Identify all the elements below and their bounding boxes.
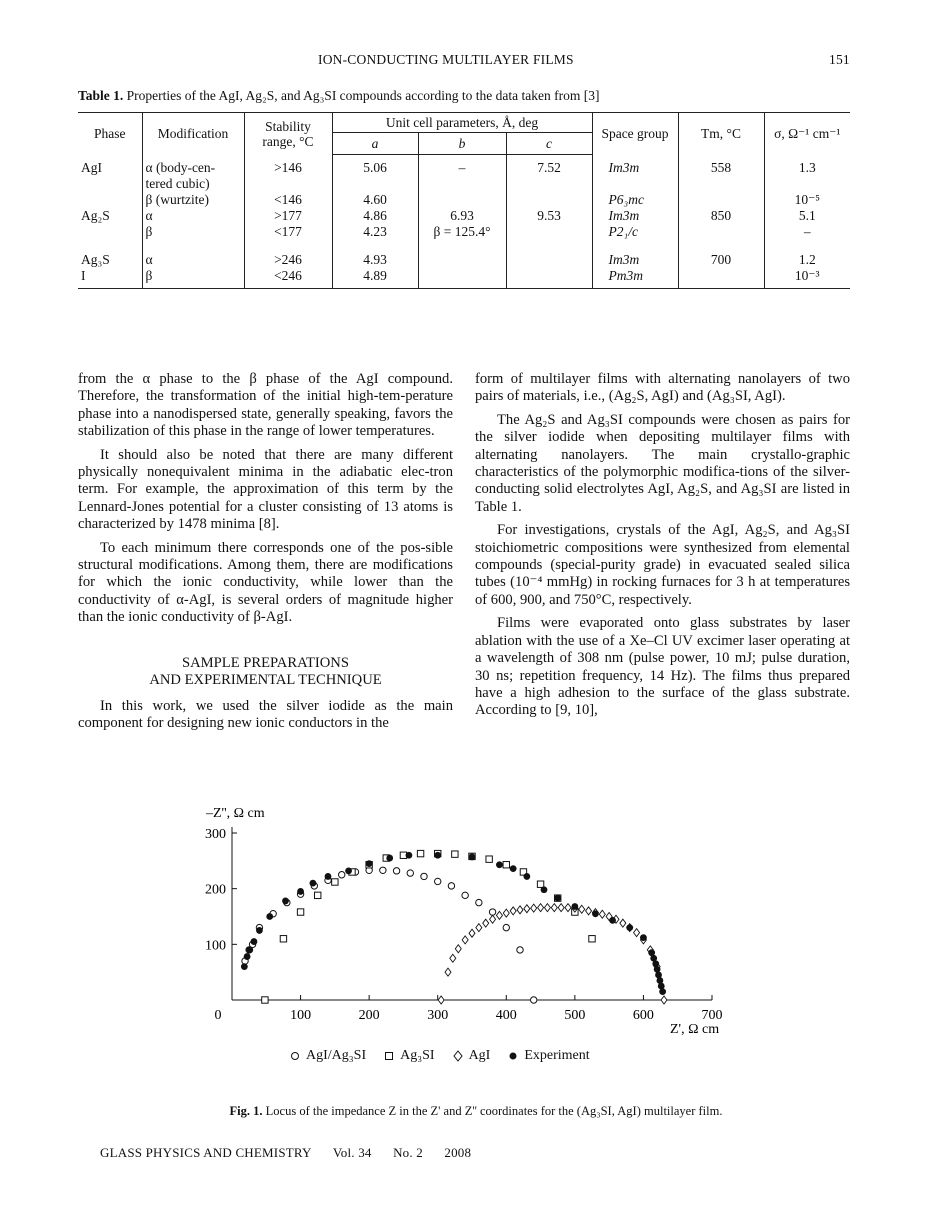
data-point-experiment bbox=[345, 867, 352, 874]
x-tick-label: 600 bbox=[632, 1008, 654, 1023]
data-point-experiment bbox=[256, 927, 263, 934]
paragraph: For investigations, crystals of the AgI, Ag₂S, and Ag₃SI stoichiometric compositions were synthesized from elemental compounds (special-purity grade) in evacuated sealed silica tubes (10⁻⁴ mmHg) in rocking furnaces for 3 h at temperatures of 600, 900, and 750°C, respectively. bbox=[475, 522, 850, 608]
paragraph: Films were evaporated onto glass substrates by laser ablation with the use of a Xe–Cl UV excimer laser operating at a wavelength of 308 nm (pulse power, 10 mJ; pulse duration, 30 ns; repetition frequency, 14 Hz). The films thus prepared have a high adhesion to the surface of the glass substrate. According to [9, 10], bbox=[475, 615, 850, 719]
data-point-agi-ag3si bbox=[380, 867, 386, 873]
page-number: 151 bbox=[829, 52, 850, 67]
cell-c bbox=[506, 240, 592, 268]
cell-sg: P6₃mc bbox=[592, 192, 678, 208]
chart-marks bbox=[241, 850, 667, 1004]
cell-a: 5.06 bbox=[332, 155, 418, 192]
table-row bbox=[78, 155, 850, 192]
section-heading bbox=[78, 655, 453, 690]
figure-caption-label: Fig. 1. bbox=[229, 1104, 263, 1118]
data-point-agi-ag3si bbox=[407, 870, 413, 876]
data-point-agi-ag3si bbox=[421, 873, 427, 879]
data-point-ag3si bbox=[297, 909, 303, 915]
cell-c bbox=[506, 192, 592, 208]
open-circle-icon bbox=[290, 1051, 300, 1061]
x-axis-label: Z', Ω cm bbox=[670, 1022, 720, 1037]
cell-phase bbox=[78, 192, 142, 208]
data-point-ag3si bbox=[452, 851, 458, 857]
data-point-experiment bbox=[626, 924, 633, 931]
x-tick-label: 700 bbox=[701, 1008, 723, 1023]
data-point-agi-ag3si bbox=[448, 883, 454, 889]
y-tick-label: 200 bbox=[205, 882, 226, 898]
data-point-experiment bbox=[406, 852, 413, 859]
header-b: b bbox=[418, 133, 506, 155]
data-point-agi bbox=[558, 904, 564, 912]
cell-sg: P2₁/c bbox=[592, 224, 678, 240]
legend-label: AgI bbox=[468, 1048, 491, 1063]
cell-tm bbox=[678, 268, 764, 289]
data-point-experiment bbox=[496, 861, 503, 868]
header-modification: Modification bbox=[142, 113, 244, 155]
data-point-experiment bbox=[386, 855, 393, 862]
data-point-agi bbox=[620, 919, 626, 927]
x-tick-label: 0 bbox=[214, 1008, 222, 1023]
right-column bbox=[475, 371, 850, 726]
cell-b bbox=[418, 240, 506, 268]
cell-sigma: – bbox=[764, 224, 850, 240]
cell-tm: 558 bbox=[678, 155, 764, 192]
data-point-agi bbox=[586, 907, 592, 915]
data-point-agi bbox=[538, 904, 544, 912]
data-point-ag3si bbox=[332, 879, 338, 885]
data-point-experiment bbox=[366, 860, 373, 867]
legend-item bbox=[384, 1048, 434, 1064]
cell-phase: AgI bbox=[81, 159, 102, 175]
paragraph: form of multilayer films with alternating nanolayers of two pairs of materials, i.e., (Ag₂S, AgI) and (Ag₃SI, AgI). bbox=[475, 371, 850, 405]
cell-phase: I bbox=[78, 268, 142, 289]
table-caption-text: Properties of the AgI, Ag₂S, and Ag₃SI compounds according to the data taken from [3] bbox=[126, 88, 600, 103]
left-column bbox=[78, 371, 453, 738]
cell-range: >177 bbox=[244, 208, 332, 224]
header-sigma: σ, Ω⁻¹ cm⁻¹ bbox=[764, 113, 850, 155]
cell-b bbox=[418, 192, 506, 208]
table-row bbox=[78, 192, 850, 208]
x-tick-label: 500 bbox=[564, 1008, 586, 1023]
running-header-title: ION-CONDUCTING MULTILAYER FILMS bbox=[318, 52, 574, 67]
cell-a: 4.86 bbox=[332, 208, 418, 224]
data-point-agi bbox=[599, 910, 605, 918]
x-tick-label: 200 bbox=[358, 1008, 380, 1023]
data-point-ag3si bbox=[537, 881, 543, 887]
cell-c bbox=[506, 268, 592, 289]
cell-b: 6.93 bbox=[418, 208, 506, 224]
data-point-agi bbox=[450, 954, 456, 962]
table-caption bbox=[78, 88, 599, 104]
data-point-ag3si bbox=[486, 856, 492, 862]
cell-tm: 850 bbox=[678, 208, 764, 224]
cell-mod: β (wurtzite) bbox=[142, 192, 244, 208]
data-point-agi bbox=[565, 904, 571, 912]
x-tick-label: 300 bbox=[427, 1008, 449, 1023]
data-point-experiment bbox=[510, 865, 517, 872]
data-point-experiment bbox=[297, 888, 304, 895]
y-tick-label: 300 bbox=[205, 827, 226, 842]
data-point-experiment bbox=[469, 854, 476, 861]
cell-a: 4.60 bbox=[332, 192, 418, 208]
legend-label: Experiment bbox=[524, 1048, 590, 1063]
legend-label: AgI/Ag₃SI bbox=[306, 1048, 367, 1063]
data-point-agi bbox=[531, 904, 537, 912]
data-point-agi bbox=[462, 936, 468, 944]
paragraph: The Ag₂S and Ag₃SI compounds were chosen as pairs for the silver iodide when depositing multilayer films with alternating nanolayers. The main crystallo-graphic characteristics of the polymorphic modifica-tions of the silver-conducting solid electrolytes AgI, Ag₂S, and Ag₃SI are listed in Table 1. bbox=[475, 411, 850, 515]
cell-sg: Im3m bbox=[592, 155, 678, 192]
data-point-experiment bbox=[310, 880, 317, 887]
cell-sigma: 10⁻³ bbox=[764, 268, 850, 289]
data-point-agi bbox=[517, 906, 523, 914]
header-tm: Tm, °C bbox=[678, 113, 764, 155]
data-point-ag3si bbox=[589, 936, 595, 942]
open-diamond-icon bbox=[453, 1050, 463, 1062]
data-point-agi bbox=[445, 968, 451, 976]
paragraph: It should also be noted that there are many different physically nonequivalent minima in the adiabatic elec-tron term. For example, the approximation of this term by the Lennard-Jones potential for a cluster consisting of 13 atoms is characterized by 1478 minima [8]. bbox=[78, 446, 453, 533]
data-point-ag3si bbox=[417, 850, 423, 856]
cell-sigma: 1.3 bbox=[764, 155, 850, 192]
data-point-ag3si bbox=[280, 936, 286, 942]
y-tick-label: 100 bbox=[205, 938, 226, 954]
properties-table bbox=[78, 112, 850, 289]
data-point-experiment bbox=[434, 852, 441, 859]
cell-tm: 700 bbox=[678, 240, 764, 268]
cell-mod: α bbox=[142, 240, 244, 268]
data-point-experiment bbox=[282, 898, 289, 905]
paragraph: To each minimum there corresponds one of the pos-sible structural modifications. Among them, there are modifications for which the ionic conductivity, while lower than the conductivity of α-AgI, is several orders of magnitude higher than the ionic conductivity of β-AgI. bbox=[78, 539, 453, 626]
header-space-group: Space group bbox=[592, 113, 678, 155]
table-row bbox=[78, 224, 850, 240]
section-heading-line1: SAMPLE PREPARATIONS bbox=[182, 654, 349, 671]
header-stability: Stability range, °C bbox=[244, 113, 332, 155]
chart-legend bbox=[290, 1048, 590, 1064]
data-point-agi-ag3si bbox=[393, 868, 399, 874]
cell-tm bbox=[678, 192, 764, 208]
open-square-icon bbox=[384, 1051, 394, 1061]
x-tick-label: 400 bbox=[495, 1008, 517, 1023]
data-point-experiment bbox=[659, 988, 666, 995]
footer-year: 2008 bbox=[444, 1145, 472, 1160]
impedance-chart bbox=[170, 795, 790, 1040]
data-point-agi bbox=[544, 904, 550, 912]
data-point-agi bbox=[579, 905, 585, 913]
data-point-experiment bbox=[609, 917, 616, 924]
cell-tm bbox=[678, 224, 764, 240]
legend-item bbox=[508, 1048, 589, 1064]
data-point-experiment bbox=[251, 938, 258, 945]
section-heading-line2: AND EXPERIMENTAL TECHNIQUE bbox=[149, 672, 382, 689]
data-point-experiment bbox=[640, 934, 647, 941]
data-point-agi bbox=[510, 907, 516, 915]
data-point-experiment bbox=[592, 910, 599, 917]
footer-journal: GLASS PHYSICS AND CHEMISTRY bbox=[100, 1145, 312, 1160]
cell-range: <177 bbox=[244, 224, 332, 240]
cell-c: 9.53 bbox=[506, 208, 592, 224]
cell-sigma: 10⁻⁵ bbox=[764, 192, 850, 208]
cell-a: 4.89 bbox=[332, 268, 418, 289]
data-point-experiment bbox=[244, 953, 251, 960]
data-point-agi-ag3si bbox=[476, 899, 482, 905]
cell-phase bbox=[78, 224, 142, 240]
table-row bbox=[78, 268, 850, 289]
data-point-agi bbox=[490, 915, 496, 923]
data-point-agi-ag3si bbox=[435, 878, 441, 884]
page-footer bbox=[100, 1145, 489, 1161]
legend-item bbox=[453, 1048, 491, 1064]
cell-mod: α (body-cen-tered cubic) bbox=[142, 155, 244, 192]
cell-a: 4.93 bbox=[332, 240, 418, 268]
paragraph: from the α phase to the β phase of the AgI compound. Therefore, the transformation of the initial high-tem-perature phase into a nanodispersed state, generally speaking, favors the stabilization of this phase in the range of lower temperatures. bbox=[78, 371, 453, 440]
data-point-agi-ag3si bbox=[489, 909, 495, 915]
cell-phase: Ag₂S bbox=[81, 207, 110, 223]
cell-range: <246 bbox=[244, 268, 332, 289]
header-a: a bbox=[332, 133, 418, 155]
data-point-experiment bbox=[571, 903, 578, 910]
data-point-agi bbox=[483, 919, 489, 927]
data-point-experiment bbox=[541, 886, 548, 893]
data-point-ag3si bbox=[262, 997, 268, 1003]
cell-mod: β bbox=[142, 224, 244, 240]
cell-c bbox=[506, 224, 592, 240]
data-point-agi-ag3si bbox=[517, 947, 523, 953]
data-point-agi-ag3si bbox=[462, 892, 468, 898]
header-c: c bbox=[506, 133, 592, 155]
figure-caption bbox=[0, 1104, 952, 1119]
cell-b: – bbox=[418, 155, 506, 192]
y-axis-label: –Z'', Ω cm bbox=[206, 806, 265, 821]
data-point-agi-ag3si bbox=[339, 872, 345, 878]
data-point-experiment bbox=[266, 913, 273, 920]
data-point-ag3si bbox=[315, 892, 321, 898]
cell-sg: Im3m bbox=[592, 208, 678, 224]
data-point-agi bbox=[469, 929, 475, 937]
figure-caption-text: Locus of the impedance Z in the Z' and Z'' coordinates for the (Ag₃SI, AgI) multilayer film. bbox=[265, 1104, 723, 1118]
chart-axes bbox=[205, 827, 723, 1023]
cell-range: >246 bbox=[244, 240, 332, 268]
data-point-agi bbox=[476, 924, 482, 932]
cell-b bbox=[418, 268, 506, 289]
data-point-agi bbox=[524, 905, 530, 913]
filled-circle-icon bbox=[508, 1051, 518, 1061]
table-caption-label: Table 1. bbox=[78, 88, 124, 103]
cell-sg: Pm3m bbox=[592, 268, 678, 289]
data-point-experiment bbox=[554, 895, 561, 902]
data-point-agi bbox=[634, 929, 640, 937]
data-point-agi bbox=[455, 945, 461, 953]
header-unit-cell: Unit cell parameters, Å, deg bbox=[332, 113, 592, 133]
data-point-agi bbox=[551, 904, 557, 912]
cell-sigma: 5.1 bbox=[764, 208, 850, 224]
data-point-experiment bbox=[523, 873, 530, 880]
header-phase: Phase bbox=[78, 113, 142, 155]
cell-phase: Ag₃S bbox=[81, 251, 110, 267]
cell-mod: α bbox=[142, 208, 244, 224]
legend-label: Ag₃SI bbox=[400, 1048, 435, 1063]
paragraph: In this work, we used the silver iodide as the main component for designing new ionic conductors in the bbox=[78, 697, 453, 731]
table-row bbox=[78, 240, 850, 268]
data-point-agi-ag3si bbox=[531, 997, 537, 1003]
data-point-agi bbox=[661, 996, 667, 1004]
cell-c: 7.52 bbox=[506, 155, 592, 192]
cell-sigma: 1.2 bbox=[764, 240, 850, 268]
data-point-experiment bbox=[241, 963, 248, 970]
footer-volume: Vol. 34 bbox=[332, 1145, 372, 1160]
x-tick-label: 100 bbox=[290, 1008, 312, 1023]
data-point-agi bbox=[496, 911, 502, 919]
data-point-agi bbox=[503, 909, 509, 917]
data-point-ag3si bbox=[503, 862, 509, 868]
data-point-agi bbox=[438, 996, 444, 1004]
cell-a: 4.23 bbox=[332, 224, 418, 240]
data-point-experiment bbox=[246, 947, 253, 954]
footer-number: No. 2 bbox=[393, 1145, 423, 1160]
cell-mod: β bbox=[142, 268, 244, 289]
data-point-agi-ag3si bbox=[503, 924, 509, 930]
cell-b: β = 125.4° bbox=[418, 224, 506, 240]
cell-sg: Im3m bbox=[592, 240, 678, 268]
cell-range: >146 bbox=[244, 155, 332, 192]
table-row bbox=[78, 208, 850, 224]
cell-range: <146 bbox=[244, 192, 332, 208]
legend-item bbox=[290, 1048, 366, 1064]
data-point-experiment bbox=[325, 873, 332, 880]
